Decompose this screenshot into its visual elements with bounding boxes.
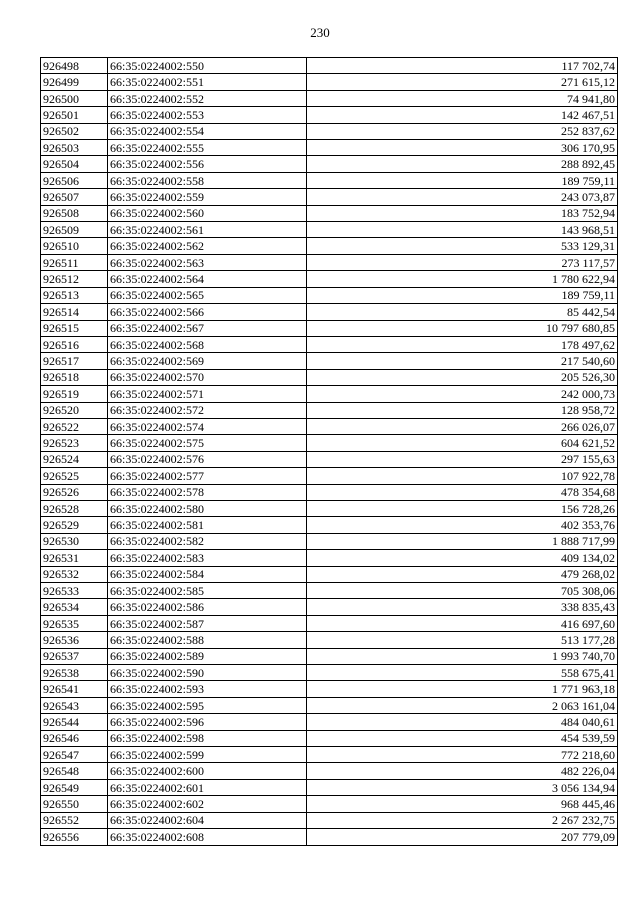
cadastral-number-cell: 66:35:0224002:559: [108, 189, 307, 205]
cadastral-number-cell: 66:35:0224002:602: [108, 796, 307, 812]
table-row: [41, 74, 618, 90]
table-row: [41, 435, 618, 451]
row-number-cell: 926500: [41, 90, 108, 106]
row-number-cell: 926548: [41, 763, 108, 779]
value-cell: 242 000,73: [307, 386, 618, 402]
row-number-cell: 926528: [41, 500, 108, 516]
registry-table: [40, 57, 618, 846]
value-cell: 2 267 232,75: [307, 812, 618, 828]
value-cell: 402 353,76: [307, 517, 618, 533]
cadastral-number-cell: 66:35:0224002:585: [108, 583, 307, 599]
cadastral-number-cell: 66:35:0224002:563: [108, 254, 307, 270]
value-cell: 288 892,45: [307, 156, 618, 172]
value-cell: 243 073,87: [307, 189, 618, 205]
value-cell: 1 780 622,94: [307, 271, 618, 287]
row-number-cell: 926511: [41, 254, 108, 270]
cadastral-number-cell: 66:35:0224002:598: [108, 730, 307, 746]
table-row: [41, 550, 618, 566]
value-cell: 183 752,94: [307, 205, 618, 221]
cadastral-number-cell: 66:35:0224002:555: [108, 140, 307, 156]
row-number-cell: 926514: [41, 304, 108, 320]
table-row: [41, 386, 618, 402]
table-row: [41, 599, 618, 615]
value-cell: 968 445,46: [307, 796, 618, 812]
table-row: [41, 320, 618, 336]
table-row: [41, 714, 618, 730]
value-cell: 772 218,60: [307, 747, 618, 763]
table-row: [41, 697, 618, 713]
row-number-cell: 926501: [41, 107, 108, 123]
value-cell: 156 728,26: [307, 500, 618, 516]
row-number-cell: 926520: [41, 402, 108, 418]
row-number-cell: 926547: [41, 747, 108, 763]
value-cell: 297 155,63: [307, 451, 618, 467]
cadastral-number-cell: 66:35:0224002:551: [108, 74, 307, 90]
table-row: [41, 107, 618, 123]
table-row: [41, 763, 618, 779]
value-cell: 705 308,06: [307, 583, 618, 599]
table-row: [41, 779, 618, 795]
cadastral-number-cell: 66:35:0224002:567: [108, 320, 307, 336]
cadastral-number-cell: 66:35:0224002:571: [108, 386, 307, 402]
value-cell: 454 539,59: [307, 730, 618, 746]
value-cell: 252 837,62: [307, 123, 618, 139]
value-cell: 3 056 134,94: [307, 779, 618, 795]
table-row: [41, 418, 618, 434]
row-number-cell: 926506: [41, 172, 108, 188]
table-row: [41, 533, 618, 549]
registry-table-body: [41, 58, 618, 846]
row-number-cell: 926509: [41, 222, 108, 238]
value-cell: 306 170,95: [307, 140, 618, 156]
row-number-cell: 926519: [41, 386, 108, 402]
row-number-cell: 926541: [41, 681, 108, 697]
row-number-cell: 926498: [41, 58, 108, 74]
row-number-cell: 926529: [41, 517, 108, 533]
table-row: [41, 468, 618, 484]
table-row: [41, 402, 618, 418]
table-row: [41, 517, 618, 533]
table-row: [41, 238, 618, 254]
value-cell: 479 268,02: [307, 566, 618, 582]
table-row: [41, 632, 618, 648]
row-number-cell: 926552: [41, 812, 108, 828]
table-row: [41, 140, 618, 156]
cadastral-number-cell: 66:35:0224002:596: [108, 714, 307, 730]
table-row: [41, 271, 618, 287]
row-number-cell: 926515: [41, 320, 108, 336]
cadastral-number-cell: 66:35:0224002:583: [108, 550, 307, 566]
table-row: [41, 172, 618, 188]
row-number-cell: 926523: [41, 435, 108, 451]
cadastral-number-cell: 66:35:0224002:574: [108, 418, 307, 434]
value-cell: 205 526,30: [307, 369, 618, 385]
cadastral-number-cell: 66:35:0224002:569: [108, 353, 307, 369]
value-cell: 1 888 717,99: [307, 533, 618, 549]
row-number-cell: 926533: [41, 583, 108, 599]
row-number-cell: 926530: [41, 533, 108, 549]
row-number-cell: 926518: [41, 369, 108, 385]
cadastral-number-cell: 66:35:0224002:593: [108, 681, 307, 697]
cadastral-number-cell: 66:35:0224002:588: [108, 632, 307, 648]
cadastral-number-cell: 66:35:0224002:586: [108, 599, 307, 615]
row-number-cell: 926507: [41, 189, 108, 205]
cadastral-number-cell: 66:35:0224002:572: [108, 402, 307, 418]
cadastral-number-cell: 66:35:0224002:595: [108, 697, 307, 713]
table-row: [41, 566, 618, 582]
row-number-cell: 926549: [41, 779, 108, 795]
cadastral-number-cell: 66:35:0224002:587: [108, 615, 307, 631]
row-number-cell: 926544: [41, 714, 108, 730]
value-cell: 85 442,54: [307, 304, 618, 320]
cadastral-number-cell: 66:35:0224002:564: [108, 271, 307, 287]
row-number-cell: 926516: [41, 336, 108, 352]
cadastral-number-cell: 66:35:0224002:590: [108, 665, 307, 681]
table-row: [41, 189, 618, 205]
cadastral-number-cell: 66:35:0224002:582: [108, 533, 307, 549]
value-cell: 1 771 963,18: [307, 681, 618, 697]
cadastral-number-cell: 66:35:0224002:553: [108, 107, 307, 123]
cadastral-number-cell: 66:35:0224002:565: [108, 287, 307, 303]
row-number-cell: 926512: [41, 271, 108, 287]
table-row: [41, 796, 618, 812]
value-cell: 117 702,74: [307, 58, 618, 74]
row-number-cell: 926526: [41, 484, 108, 500]
cadastral-number-cell: 66:35:0224002:577: [108, 468, 307, 484]
value-cell: 409 134,02: [307, 550, 618, 566]
value-cell: 482 226,04: [307, 763, 618, 779]
row-number-cell: 926550: [41, 796, 108, 812]
value-cell: 189 759,11: [307, 172, 618, 188]
table-row: [41, 222, 618, 238]
table-row: [41, 304, 618, 320]
row-number-cell: 926502: [41, 123, 108, 139]
cadastral-number-cell: 66:35:0224002:608: [108, 829, 307, 845]
value-cell: 271 615,12: [307, 74, 618, 90]
cadastral-number-cell: 66:35:0224002:580: [108, 500, 307, 516]
value-cell: 273 117,57: [307, 254, 618, 270]
row-number-cell: 926546: [41, 730, 108, 746]
row-number-cell: 926517: [41, 353, 108, 369]
value-cell: 513 177,28: [307, 632, 618, 648]
value-cell: 207 779,09: [307, 829, 618, 845]
row-number-cell: 926535: [41, 615, 108, 631]
value-cell: 604 621,52: [307, 435, 618, 451]
table-row: [41, 829, 618, 845]
table-row: [41, 58, 618, 74]
table-row: [41, 615, 618, 631]
row-number-cell: 926510: [41, 238, 108, 254]
cadastral-number-cell: 66:35:0224002:589: [108, 648, 307, 664]
table-row: [41, 730, 618, 746]
row-number-cell: 926534: [41, 599, 108, 615]
value-cell: 74 941,80: [307, 90, 618, 106]
row-number-cell: 926499: [41, 74, 108, 90]
table-row: [41, 205, 618, 221]
table-row: [41, 681, 618, 697]
table-row: [41, 353, 618, 369]
page-number: 230: [310, 25, 330, 40]
row-number-cell: 926537: [41, 648, 108, 664]
cadastral-number-cell: 66:35:0224002:584: [108, 566, 307, 582]
cadastral-number-cell: 66:35:0224002:578: [108, 484, 307, 500]
cadastral-number-cell: 66:35:0224002:558: [108, 172, 307, 188]
row-number-cell: 926556: [41, 829, 108, 845]
row-number-cell: 926504: [41, 156, 108, 172]
cadastral-number-cell: 66:35:0224002:568: [108, 336, 307, 352]
cadastral-number-cell: 66:35:0224002:581: [108, 517, 307, 533]
table-row: [41, 369, 618, 385]
table-row: [41, 665, 618, 681]
table-row: [41, 648, 618, 664]
value-cell: 416 697,60: [307, 615, 618, 631]
cadastral-number-cell: 66:35:0224002:560: [108, 205, 307, 221]
value-cell: 478 354,68: [307, 484, 618, 500]
row-number-cell: 926531: [41, 550, 108, 566]
value-cell: 558 675,41: [307, 665, 618, 681]
value-cell: 178 497,62: [307, 336, 618, 352]
cadastral-number-cell: 66:35:0224002:604: [108, 812, 307, 828]
cadastral-number-cell: 66:35:0224002:570: [108, 369, 307, 385]
table-row: [41, 254, 618, 270]
value-cell: 10 797 680,85: [307, 320, 618, 336]
cadastral-number-cell: 66:35:0224002:566: [108, 304, 307, 320]
row-number-cell: 926508: [41, 205, 108, 221]
table-row: [41, 500, 618, 516]
value-cell: 1 993 740,70: [307, 648, 618, 664]
value-cell: 217 540,60: [307, 353, 618, 369]
value-cell: 128 958,72: [307, 402, 618, 418]
table-row: [41, 451, 618, 467]
value-cell: 2 063 161,04: [307, 697, 618, 713]
value-cell: 143 968,51: [307, 222, 618, 238]
table-row: [41, 336, 618, 352]
value-cell: 107 922,78: [307, 468, 618, 484]
cadastral-number-cell: 66:35:0224002:601: [108, 779, 307, 795]
cadastral-number-cell: 66:35:0224002:552: [108, 90, 307, 106]
row-number-cell: 926522: [41, 418, 108, 434]
value-cell: 338 835,43: [307, 599, 618, 615]
table-row: [41, 583, 618, 599]
table-row: [41, 287, 618, 303]
cadastral-number-cell: 66:35:0224002:575: [108, 435, 307, 451]
value-cell: 189 759,11: [307, 287, 618, 303]
table-row: [41, 812, 618, 828]
cadastral-number-cell: 66:35:0224002:599: [108, 747, 307, 763]
row-number-cell: 926513: [41, 287, 108, 303]
table-row: [41, 747, 618, 763]
table-row: [41, 123, 618, 139]
cadastral-number-cell: 66:35:0224002:554: [108, 123, 307, 139]
cadastral-number-cell: 66:35:0224002:576: [108, 451, 307, 467]
value-cell: 266 026,07: [307, 418, 618, 434]
value-cell: 484 040,61: [307, 714, 618, 730]
row-number-cell: 926543: [41, 697, 108, 713]
cadastral-number-cell: 66:35:0224002:562: [108, 238, 307, 254]
row-number-cell: 926503: [41, 140, 108, 156]
cadastral-number-cell: 66:35:0224002:556: [108, 156, 307, 172]
table-row: [41, 90, 618, 106]
cadastral-number-cell: 66:35:0224002:561: [108, 222, 307, 238]
value-cell: 533 129,31: [307, 238, 618, 254]
cadastral-number-cell: 66:35:0224002:600: [108, 763, 307, 779]
table-row: [41, 484, 618, 500]
row-number-cell: 926538: [41, 665, 108, 681]
row-number-cell: 926532: [41, 566, 108, 582]
value-cell: 142 467,51: [307, 107, 618, 123]
row-number-cell: 926525: [41, 468, 108, 484]
row-number-cell: 926524: [41, 451, 108, 467]
cadastral-number-cell: 66:35:0224002:550: [108, 58, 307, 74]
row-number-cell: 926536: [41, 632, 108, 648]
table-row: [41, 156, 618, 172]
